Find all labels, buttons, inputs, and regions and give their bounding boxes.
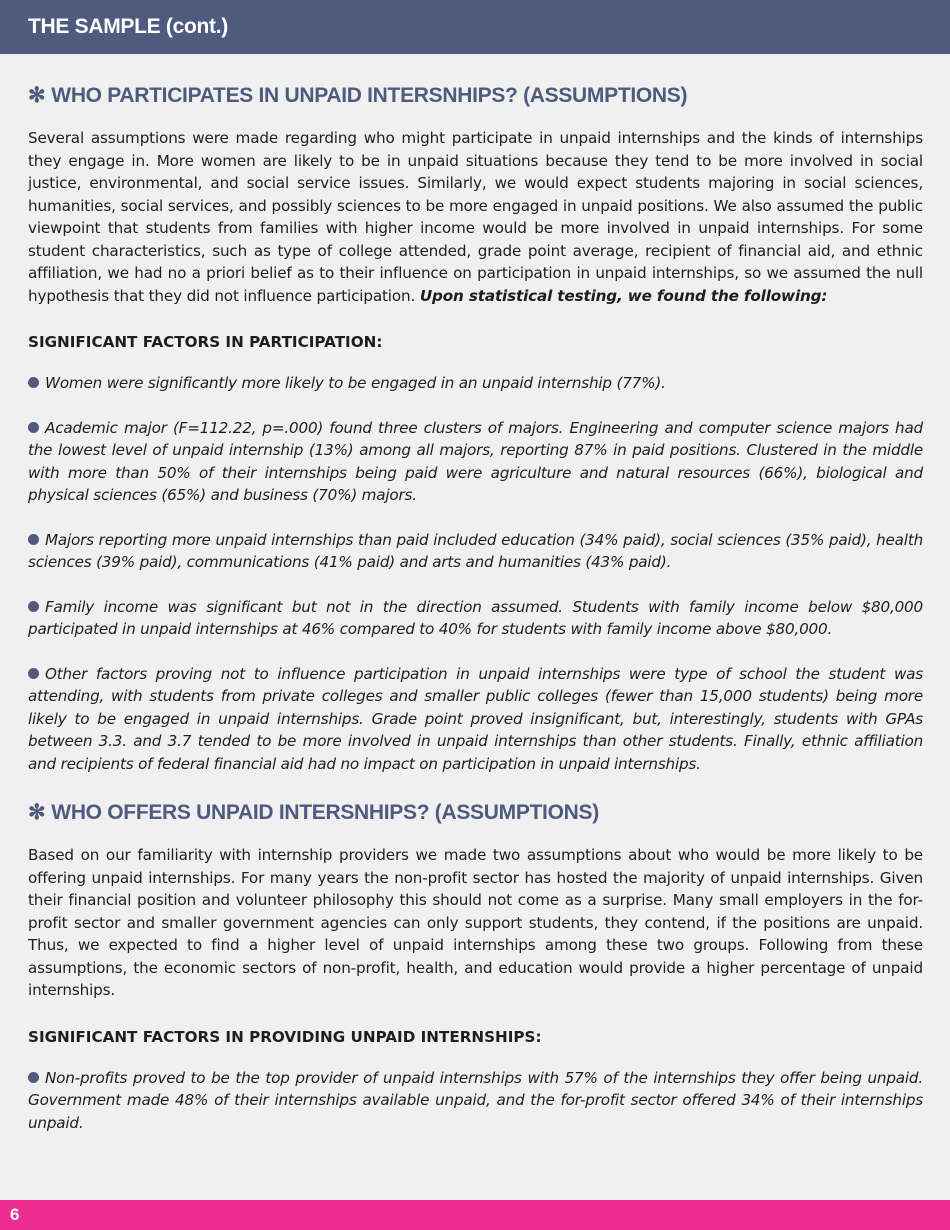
page-number: 6: [10, 1205, 20, 1224]
list-item: [28, 596, 923, 641]
asterisk-icon: ✻: [28, 801, 46, 824]
bullet-dot-icon: [28, 601, 39, 612]
header-bar: [0, 0, 950, 54]
bullet-dot-icon: [28, 1072, 39, 1083]
main-content: [28, 82, 923, 1134]
subheading-participation: SIGNIFICANT FACTORS IN PARTICIPATION:: [28, 333, 383, 351]
providers-paragraph: Based on our familiarity with internship providers we made two assumptions about who would be more likely to be offering unpaid internships. For many years the non-profit sector has hosted the majority of unpaid internships. Given their financial position and volunteer philosophy this should not come as a surprise. Many small employers in the for-profit sector and smaller government agencies can only support students, they contend, if the positions are unpaid. Thus, we expected to find a higher level of unpaid internships among these two groups. Following from these assumptions, the economic sectors of non-profit, health, and education would provide a higher percentage of unpaid internships.: [28, 846, 923, 999]
section-heading-text: WHO PARTICIPATES IN UNPAID INTERSNHIPS? (ASSUMPTIONS): [51, 84, 688, 107]
list-item: [28, 372, 923, 395]
section-heading-providers: [28, 799, 923, 827]
intro-paragraph: [28, 127, 923, 307]
asterisk-icon: ✻: [28, 84, 46, 107]
list-item-text: Other factors proving not to influence participation in unpaid internships were type of school the student was attending, with students from private colleges and smaller public colleges (fewer than 15,000 students) being more likely to be engaged in unpaid internships. Grade point proved insignificant, but, interestingly, students with GPAs between 3.3. and 3.7 tended to be more involved in unpaid internships than other students. Finally, ethnic affiliation and recipients of federal financial aid had no impact on participation in unpaid internships.: [28, 664, 923, 773]
list-item-text: Women were significantly more likely to be engaged in an unpaid internship (77%).: [45, 374, 666, 392]
list-item: [28, 663, 923, 776]
footer-bar: [0, 1200, 950, 1230]
list-item-text: Majors reporting more unpaid internships than paid included education (34% paid), social sciences (35% paid), health sciences (39% paid), communications (41% paid) and arts and humanities (43% paid).: [28, 530, 923, 571]
section-heading-text: WHO OFFERS UNPAID INTERSNHIPS? (ASSUMPTIONS): [51, 801, 599, 824]
bullet-dot-icon: [28, 668, 39, 679]
list-item: [28, 529, 923, 574]
list-item-text: Academic major (F=112.22, p=.000) found three clusters of majors. Engineering and computer science majors had the lowest level of unpaid internship (13%) among all majors, reporting 87% in paid positions. Clustered in the middle with more than 50% of their internships being paid were agriculture and natural resources (66%), biological and physical sciences (65%) and business (70%) majors.: [28, 418, 923, 504]
bullet-dot-icon: [28, 422, 39, 433]
emphasis-text: Upon statistical testing, we found the following:: [419, 286, 828, 305]
list-item-text: Non-profits proved to be the top provider of unpaid internships with 57% of the internships they offer being unpaid. Government made 48% of their internships available unpaid, and the for-profit sector offered 34% of their internships unpaid.: [28, 1068, 923, 1132]
list-item-text: Family income was significant but not in the direction assumed. Students with family income below $80,000 participated in unpaid internships at 46% compared to 40% for students with family income above $80,000.: [28, 597, 923, 638]
section-heading-participation: [28, 82, 923, 110]
list-item: [28, 417, 923, 507]
page-title: THE SAMPLE (cont.): [28, 15, 228, 38]
bullet-dot-icon: [28, 534, 39, 545]
paragraph-text: Several assumptions were made regarding who might participate in unpaid internships and the kinds of internships they engage in. More women are likely to be in unpaid situations because they tend to be more involved in social justice, environmental, and social service issues. Similarly, we would expect students majoring in social sciences, humanities, social services, and possibly sciences to be more engaged in unpaid positions. We also assumed the public viewpoint that students from families with higher income would be more involved in unpaid internships. For some student characteristics, such as type of college attended, grade point average, recipient of financial aid, and ethnic affiliation, we had no a priori belief as to their influence on participation in unpaid internships, so we assumed the null hypothesis that they did not influence participation.: [28, 129, 923, 305]
bullet-dot-icon: [28, 377, 39, 388]
subheading-providers: SIGNIFICANT FACTORS IN PROVIDING UNPAID INTERNSHIPS:: [28, 1027, 542, 1046]
list-item: [28, 1067, 923, 1135]
